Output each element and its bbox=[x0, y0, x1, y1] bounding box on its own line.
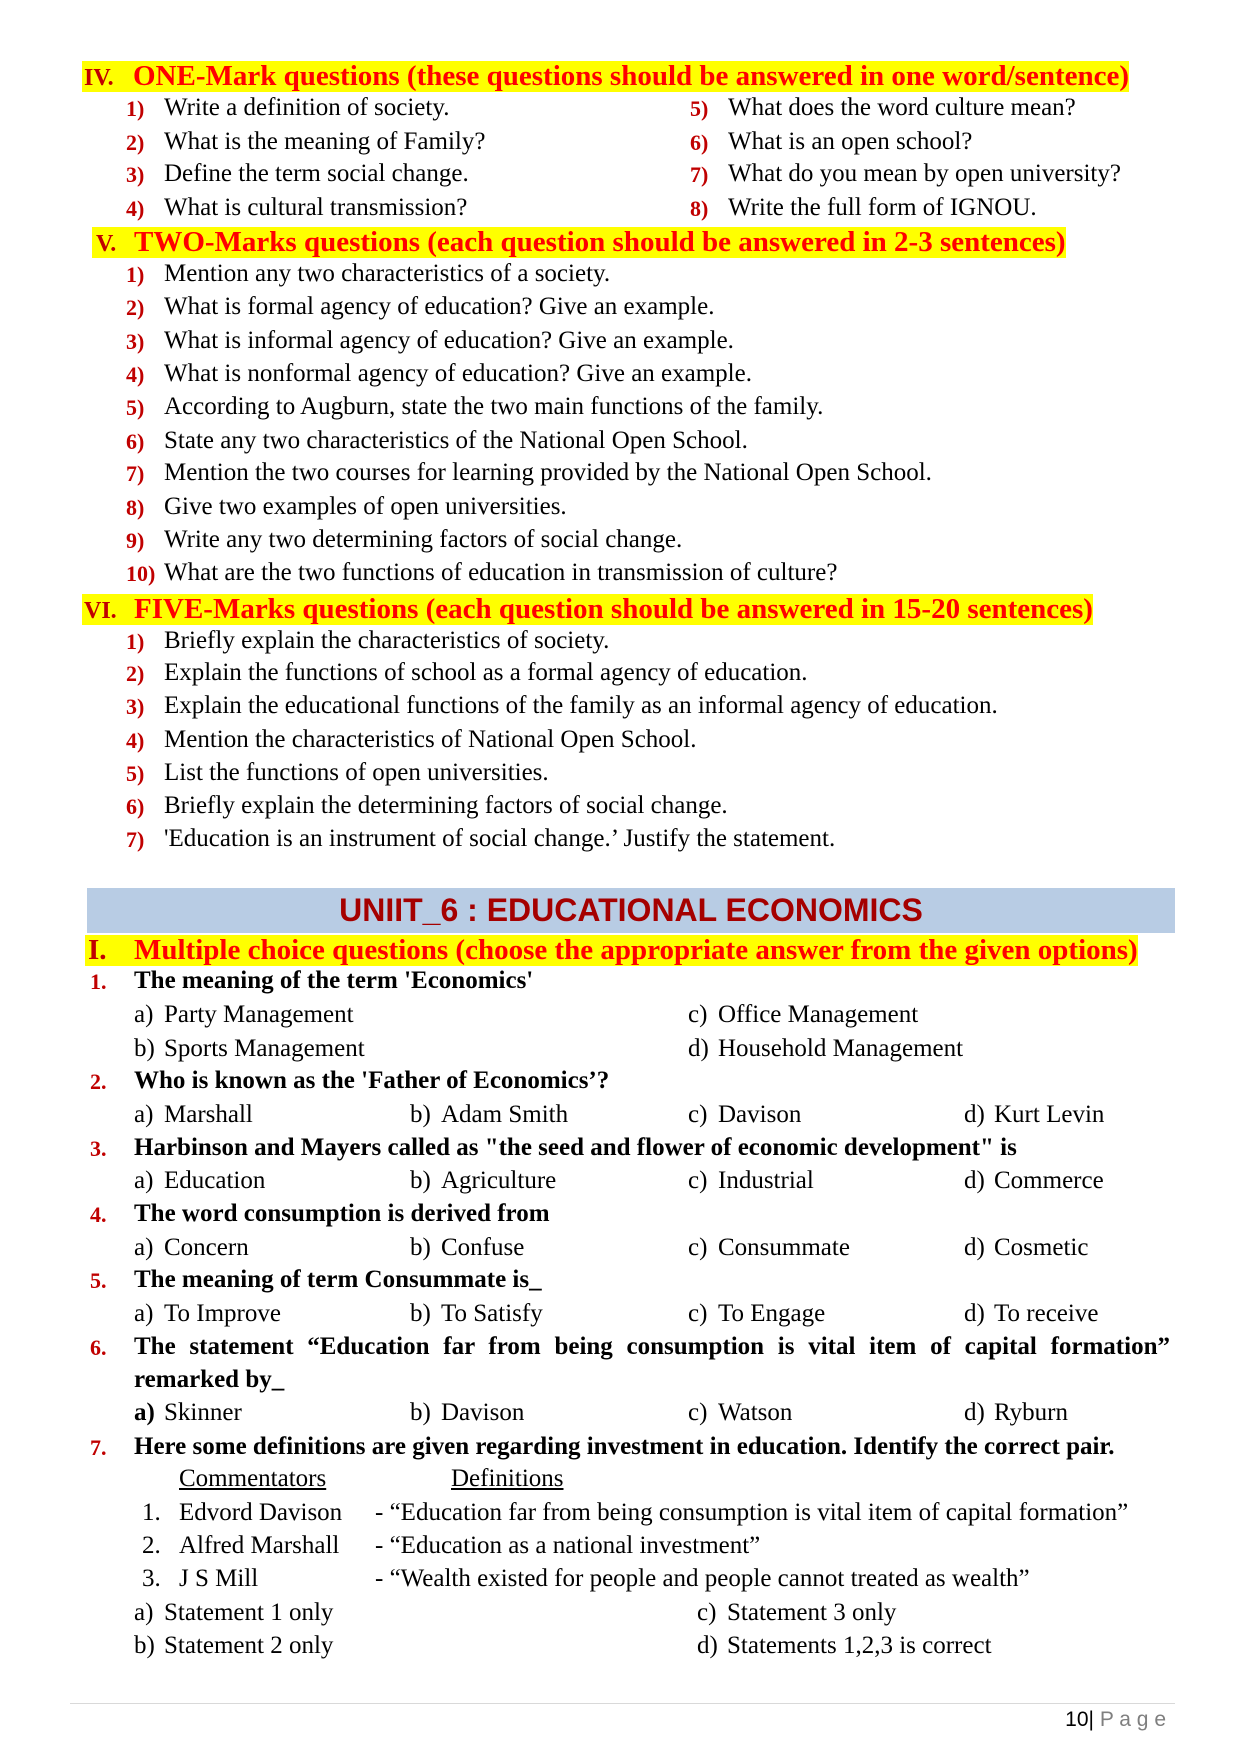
question-text: List the functions of open universities. bbox=[164, 759, 549, 786]
mcq-question-continued bbox=[0, 1363, 1241, 1397]
option-label: c) bbox=[688, 1167, 708, 1194]
mcq-question bbox=[0, 1197, 1241, 1231]
row-number: 3. bbox=[142, 1565, 161, 1592]
option-label: b) bbox=[410, 1399, 431, 1426]
question-text: Who is known as the 'Father of Economics’? bbox=[134, 1067, 610, 1094]
option-label: b) bbox=[410, 1300, 431, 1327]
answer-options-row bbox=[0, 1396, 1241, 1430]
section-numeral: V. bbox=[96, 231, 117, 257]
row-number: 2. bbox=[142, 1532, 161, 1559]
option-text: Watson bbox=[718, 1399, 793, 1426]
question-row bbox=[0, 91, 1241, 125]
definition-text: - “Education as a national investment” bbox=[375, 1532, 761, 1559]
question-number: 1. bbox=[90, 969, 107, 994]
option-text: Agriculture bbox=[441, 1167, 557, 1194]
question-text: Here some definitions are given regarding investment in education. Identify the correct pair. bbox=[134, 1433, 1115, 1460]
question-number: 4) bbox=[126, 728, 145, 753]
question-number: 7. bbox=[90, 1435, 107, 1460]
question-row bbox=[0, 689, 1241, 723]
option-label: b) bbox=[410, 1101, 431, 1128]
page-number: 10| bbox=[1065, 1708, 1094, 1731]
question-row bbox=[0, 756, 1241, 790]
question-text: What does the word culture mean? bbox=[728, 94, 1076, 121]
question-text: Give two examples of open universities. bbox=[164, 493, 567, 520]
question-text: Mention the characteristics of National Open School. bbox=[164, 726, 697, 753]
question-text: Harbinson and Mayers called as "the seed and flower of economic development" is bbox=[134, 1134, 1017, 1161]
question-text: The word consumption is derived from bbox=[134, 1200, 550, 1227]
question-number: 1) bbox=[126, 629, 145, 654]
question-row bbox=[0, 556, 1241, 590]
option-text: Marshall bbox=[164, 1101, 253, 1128]
option-label: a) bbox=[134, 1599, 154, 1626]
option-label: c) bbox=[688, 1234, 708, 1261]
question-number: 2) bbox=[126, 295, 145, 320]
option-text: Party Management bbox=[164, 1001, 354, 1028]
question-text: Write a definition of society. bbox=[164, 94, 450, 121]
question-text: What is the meaning of Family? bbox=[164, 128, 486, 155]
question-text: According to Augburn, state the two main functions of the family. bbox=[164, 393, 824, 420]
question-row bbox=[0, 357, 1241, 391]
match-table-header bbox=[0, 1462, 1241, 1496]
question-row bbox=[0, 822, 1241, 856]
question-number: 5. bbox=[90, 1268, 107, 1293]
option-label: d) bbox=[964, 1234, 985, 1261]
option-label: d) bbox=[964, 1167, 985, 1194]
question-row bbox=[0, 290, 1241, 324]
question-row bbox=[0, 324, 1241, 358]
question-row bbox=[0, 125, 1241, 159]
question-number: 9) bbox=[126, 528, 145, 553]
option-text: Confuse bbox=[441, 1234, 525, 1261]
row-number: 1. bbox=[142, 1499, 161, 1526]
question-text: What is nonformal agency of education? Give an example. bbox=[164, 360, 752, 387]
question-text: Write any two determining factors of social change. bbox=[164, 526, 683, 553]
option-text: Ryburn bbox=[994, 1399, 1068, 1426]
page-label: P a g e bbox=[1099, 1708, 1166, 1731]
question-text: The meaning of term Consummate is_ bbox=[134, 1266, 542, 1293]
question-text: Explain the functions of school as a formal agency of education. bbox=[164, 659, 808, 686]
column-header-definitions: Definitions bbox=[451, 1465, 564, 1492]
definition-text: - “Wealth existed for people and people cannot treated as wealth” bbox=[375, 1565, 1030, 1592]
question-number: 10) bbox=[126, 561, 156, 586]
question-text: What is an open school? bbox=[728, 128, 973, 155]
option-label: b) bbox=[410, 1167, 431, 1194]
question-number: 4. bbox=[90, 1202, 107, 1227]
option-text: Davison bbox=[718, 1101, 802, 1128]
option-text: Adam Smith bbox=[441, 1101, 569, 1128]
question-text: Briefly explain the characteristics of society. bbox=[164, 627, 610, 654]
section-numeral: I. bbox=[88, 934, 107, 966]
option-text: Household Management bbox=[718, 1035, 964, 1062]
question-number: 1) bbox=[126, 262, 145, 287]
definition-text: - “Education far from being consumption is vital item of capital formation” bbox=[375, 1499, 1129, 1526]
section-title: FIVE-Marks questions (each question should be answered in 15-20 sentences) bbox=[134, 593, 1093, 625]
option-text: Cosmetic bbox=[994, 1234, 1089, 1261]
question-text: Explain the educational functions of the family as an informal agency of education. bbox=[164, 692, 998, 719]
question-row bbox=[0, 456, 1241, 490]
question-number: 8) bbox=[126, 495, 145, 520]
commentator-name: Edvord Davison bbox=[179, 1499, 343, 1526]
question-text: What do you mean by open university? bbox=[728, 160, 1121, 187]
option-label: c) bbox=[688, 1001, 708, 1028]
question-text: Define the term social change. bbox=[164, 160, 469, 187]
option-label: b) bbox=[134, 1035, 155, 1062]
page-footer bbox=[1065, 1707, 1166, 1733]
option-label: d) bbox=[964, 1399, 985, 1426]
option-text: Industrial bbox=[718, 1167, 814, 1194]
match-table-row bbox=[0, 1496, 1241, 1530]
option-label: d) bbox=[964, 1101, 985, 1128]
question-row bbox=[0, 789, 1241, 823]
question-row bbox=[0, 390, 1241, 424]
question-row bbox=[0, 490, 1241, 524]
question-text: State any two characteristics of the National Open School. bbox=[164, 427, 748, 454]
section-title: Multiple choice questions (choose the appropriate answer from the given options) bbox=[134, 934, 1138, 966]
answer-options-row bbox=[0, 1098, 1241, 1132]
section-v-heading bbox=[92, 227, 1066, 258]
answer-options-row bbox=[0, 1596, 1241, 1630]
match-table-row bbox=[0, 1562, 1241, 1596]
question-number: 6) bbox=[126, 794, 145, 819]
question-number: 5) bbox=[126, 761, 145, 786]
commentator-name: J S Mill bbox=[179, 1565, 259, 1592]
answer-options-row bbox=[0, 998, 1241, 1032]
option-text: Office Management bbox=[718, 1001, 919, 1028]
option-label: c) bbox=[688, 1101, 708, 1128]
question-number: 7) bbox=[690, 162, 709, 187]
question-row bbox=[0, 191, 1241, 225]
section-numeral: IV. bbox=[84, 65, 114, 91]
question-row bbox=[0, 523, 1241, 557]
option-text: To receive bbox=[994, 1300, 1099, 1327]
question-row bbox=[0, 624, 1241, 658]
question-text: The statement “Education far from being consumption is vital item of capital formation” bbox=[134, 1333, 1170, 1360]
question-number: 4) bbox=[126, 362, 145, 387]
question-number: 6) bbox=[690, 130, 709, 155]
question-row bbox=[0, 157, 1241, 191]
option-label: d) bbox=[688, 1035, 709, 1062]
question-text: What is informal agency of education? Give an example. bbox=[164, 327, 734, 354]
option-text: Commerce bbox=[994, 1167, 1104, 1194]
match-table-row bbox=[0, 1529, 1241, 1563]
question-row bbox=[0, 656, 1241, 690]
section-title: TWO-Marks questions (each question should be answered in 2-3 sentences) bbox=[134, 226, 1066, 258]
section-i-heading bbox=[85, 935, 1138, 966]
option-label: c) bbox=[688, 1399, 708, 1426]
question-text: remarked by_ bbox=[134, 1366, 285, 1393]
option-label: b) bbox=[134, 1632, 155, 1659]
mcq-question bbox=[0, 1064, 1241, 1098]
question-number: 2) bbox=[126, 130, 145, 155]
option-label: a) bbox=[134, 1101, 154, 1128]
question-number: 6) bbox=[126, 429, 145, 454]
question-number: 1) bbox=[126, 96, 145, 121]
option-label: c) bbox=[688, 1300, 708, 1327]
question-text: Write the full form of IGNOU. bbox=[728, 194, 1037, 221]
mcq-question bbox=[0, 1131, 1241, 1165]
question-text: What is formal agency of education? Give an example. bbox=[164, 293, 715, 320]
option-text: Statement 3 only bbox=[727, 1599, 897, 1626]
option-text: Statement 1 only bbox=[164, 1599, 334, 1626]
question-number: 4) bbox=[126, 196, 145, 221]
option-text: To Satisfy bbox=[441, 1300, 543, 1327]
question-number: 3) bbox=[126, 329, 145, 354]
section-numeral: VI. bbox=[84, 598, 117, 624]
option-label: a) bbox=[134, 1234, 154, 1261]
mcq-question bbox=[0, 964, 1241, 998]
answer-options-row bbox=[0, 1032, 1241, 1066]
question-number: 7) bbox=[126, 827, 145, 852]
option-label: b) bbox=[410, 1234, 431, 1261]
option-text: Kurt Levin bbox=[994, 1101, 1105, 1128]
answer-options-row bbox=[0, 1164, 1241, 1198]
section-iv-heading bbox=[82, 61, 1129, 92]
option-label: a) bbox=[134, 1399, 155, 1426]
option-text: Sports Management bbox=[164, 1035, 365, 1062]
question-number: 3) bbox=[126, 694, 145, 719]
question-text: The meaning of the term 'Economics' bbox=[134, 967, 534, 994]
question-text: 'Education is an instrument of social change.’ Justify the statement. bbox=[164, 825, 836, 852]
option-label: a) bbox=[134, 1001, 154, 1028]
column-header-commentators: Commentators bbox=[179, 1465, 327, 1492]
option-text: Statement 2 only bbox=[164, 1632, 334, 1659]
answer-options-row bbox=[0, 1231, 1241, 1265]
answer-options-row bbox=[0, 1297, 1241, 1331]
mcq-question bbox=[0, 1430, 1241, 1464]
unit-banner bbox=[87, 888, 1175, 933]
question-number: 3) bbox=[126, 162, 145, 187]
question-number: 7) bbox=[126, 461, 145, 486]
section-vi-heading bbox=[82, 594, 1093, 625]
option-text: Statements 1,2,3 is correct bbox=[727, 1632, 992, 1659]
question-row bbox=[0, 257, 1241, 291]
commentator-name: Alfred Marshall bbox=[179, 1532, 340, 1559]
question-number: 2) bbox=[126, 661, 145, 686]
option-text: Consummate bbox=[718, 1234, 850, 1261]
option-label: d) bbox=[697, 1632, 718, 1659]
unit-title: UNIIT_6 : EDUCATIONAL ECONOMICS bbox=[339, 892, 923, 928]
question-text: Mention the two courses for learning provided by the National Open School. bbox=[164, 459, 932, 486]
question-row bbox=[0, 723, 1241, 757]
footer-divider bbox=[70, 1703, 1175, 1704]
answer-options-row bbox=[0, 1629, 1241, 1663]
option-label: d) bbox=[964, 1300, 985, 1327]
question-number: 5) bbox=[690, 96, 709, 121]
option-text: To Engage bbox=[718, 1300, 826, 1327]
question-text: What are the two functions of education in transmission of culture? bbox=[164, 559, 838, 586]
option-label: c) bbox=[697, 1599, 717, 1626]
option-text: Concern bbox=[164, 1234, 249, 1261]
question-text: What is cultural transmission? bbox=[164, 194, 468, 221]
option-text: Education bbox=[164, 1167, 266, 1194]
question-text: Briefly explain the determining factors of social change. bbox=[164, 792, 728, 819]
question-number: 3. bbox=[90, 1136, 107, 1161]
question-number: 6. bbox=[90, 1335, 107, 1360]
option-label: a) bbox=[134, 1300, 154, 1327]
mcq-question bbox=[0, 1263, 1241, 1297]
question-row bbox=[0, 424, 1241, 458]
option-text: Skinner bbox=[164, 1399, 242, 1426]
option-text: To Improve bbox=[164, 1300, 281, 1327]
question-number: 8) bbox=[690, 196, 709, 221]
option-text: Davison bbox=[441, 1399, 525, 1426]
section-title: ONE-Mark questions (these questions should be answered in one word/sentence) bbox=[133, 60, 1130, 92]
option-label: a) bbox=[134, 1167, 154, 1194]
mcq-question bbox=[0, 1330, 1241, 1364]
question-number: 5) bbox=[126, 395, 145, 420]
question-number: 2. bbox=[90, 1069, 107, 1094]
question-text: Mention any two characteristics of a society. bbox=[164, 260, 611, 287]
